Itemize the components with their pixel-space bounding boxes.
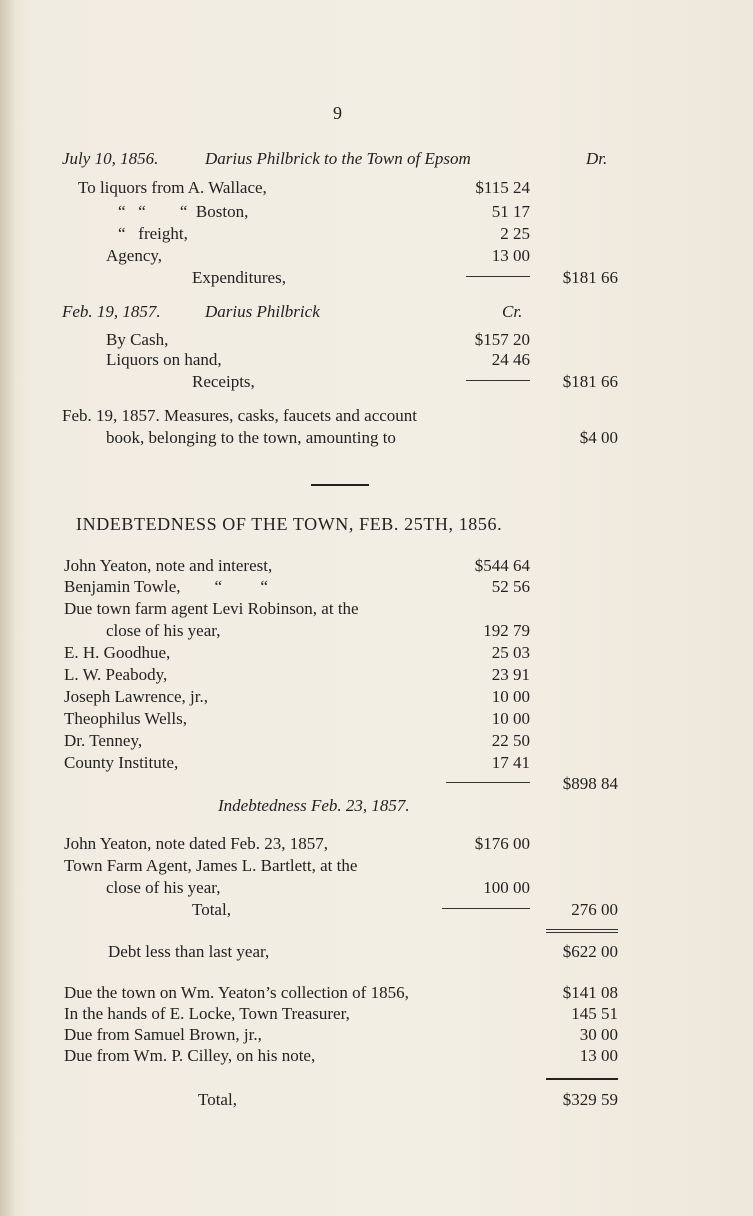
credit-cr: Cr. xyxy=(502,302,523,321)
due-total-label: Total, xyxy=(198,1090,237,1109)
credit-item-amount: 24 46 xyxy=(491,350,530,369)
credit-item-amount: $157 20 xyxy=(474,330,530,349)
credit-title: Darius Philbrick xyxy=(205,302,320,321)
expenditures-total: $181 66 xyxy=(562,268,618,287)
account-item-amount: 51 17 xyxy=(491,202,530,221)
debt-item-label: E. H. Goodhue, xyxy=(64,643,171,662)
debt-item-label: L. W. Peabody, xyxy=(64,665,168,684)
due-item-amount: 145 51 xyxy=(571,1004,618,1023)
expenditures-label: Expenditures, xyxy=(192,268,286,287)
sum-rule xyxy=(446,782,530,783)
due-item-amount: 30 00 xyxy=(579,1025,618,1044)
debt-1857-item-label: Town Farm Agent, James L. Bartlett, at the xyxy=(64,856,358,875)
debt-total: $898 84 xyxy=(562,774,618,793)
debt-item-label: County Institute, xyxy=(64,753,179,772)
debt-item-label: Dr. Tenney, xyxy=(64,731,143,750)
debt-1857-item-label: John Yeaton, note dated Feb. 23, 1857, xyxy=(64,834,328,853)
due-item-label: Due the town on Wm. Yeaton’s collection of 1856, xyxy=(64,983,409,1002)
total-1857-label: Total, xyxy=(192,900,231,919)
debt-item-amount: $544 64 xyxy=(474,556,530,575)
account-item-label: Agency, xyxy=(106,246,163,265)
indebtedness-subheading: Indebtedness Feb. 23, 1857. xyxy=(218,796,410,815)
due-item-label: In the hands of E. Locke, Town Treasurer, xyxy=(64,1004,350,1023)
account-header-dr: Dr. xyxy=(586,149,608,168)
measures-amount: $4 00 xyxy=(579,428,618,447)
sum-rule xyxy=(442,908,530,909)
account-item-amount: $115 24 xyxy=(475,178,530,197)
debt-item-amount: 10 00 xyxy=(491,687,530,706)
debt-item-label: close of his year, xyxy=(106,621,221,640)
sum-rule xyxy=(546,1078,618,1080)
debt-less-amount: $622 00 xyxy=(562,942,618,961)
debt-item-amount: 22 50 xyxy=(491,731,530,750)
debt-item-label: Theophilus Wells, xyxy=(64,709,187,728)
credit-item-label: Liquors on hand, xyxy=(106,350,222,369)
debt-item-amount: 25 03 xyxy=(491,643,530,662)
debt-item-label: Due town farm agent Levi Robinson, at the xyxy=(64,599,359,618)
debt-item-label: John Yeaton, note and interest, xyxy=(64,556,273,575)
credit-date: Feb. 19, 1857. xyxy=(62,302,161,321)
receipts-label: Receipts, xyxy=(192,372,255,391)
account-header-date: July 10, 1856. xyxy=(62,149,159,168)
debt-1857-item-amount: 100 00 xyxy=(483,878,530,897)
due-item-label: Due from Wm. P. Cilley, on his note, xyxy=(64,1046,316,1065)
account-item-amount: 2 25 xyxy=(500,224,530,243)
debt-item-amount: 10 00 xyxy=(491,709,530,728)
sum-rule xyxy=(546,932,618,933)
account-item-label: To liquors from A. Wallace, xyxy=(78,178,267,197)
due-item-amount: 13 00 xyxy=(579,1046,618,1065)
section-divider xyxy=(311,484,369,486)
indebtedness-heading: INDEBTEDNESS OF THE TOWN, FEB. 25TH, 1856. xyxy=(76,514,503,534)
account-item-label: “ freight, xyxy=(118,224,188,243)
credit-item-label: By Cash, xyxy=(106,330,169,349)
debt-item-amount: 192 79 xyxy=(483,621,530,640)
page-binding-edge xyxy=(0,0,14,1216)
page-number: 9 xyxy=(333,103,342,123)
measures-line-2: book, belonging to the town, amounting to xyxy=(106,428,396,447)
debt-1857-item-amount: $176 00 xyxy=(474,834,530,853)
due-item-amount: $141 08 xyxy=(562,983,618,1002)
debt-item-amount: 17 41 xyxy=(491,753,530,772)
measures-line-1: Feb. 19, 1857. Measures, casks, faucets and account xyxy=(62,406,418,425)
due-total-amount: $329 59 xyxy=(562,1090,618,1109)
debt-less-label: Debt less than last year, xyxy=(108,942,270,961)
receipts-total: $181 66 xyxy=(562,372,618,391)
total-1857-amount: 276 00 xyxy=(571,900,618,919)
due-item-label: Due from Samuel Brown, jr., xyxy=(64,1025,262,1044)
account-header-title: Darius Philbrick to the Town of Epsom xyxy=(205,149,471,168)
debt-item-label: Joseph Lawrence, jr., xyxy=(64,687,208,706)
debt-item-amount: 52 56 xyxy=(491,577,530,596)
debt-item-amount: 23 91 xyxy=(491,665,530,684)
account-item-label: “ “ “ Boston, xyxy=(118,202,249,221)
account-item-amount: 13 00 xyxy=(491,246,530,265)
sum-rule xyxy=(546,929,618,930)
debt-item-label: Benjamin Towle, “ “ xyxy=(64,577,268,596)
debt-1857-item-label: close of his year, xyxy=(106,878,221,897)
